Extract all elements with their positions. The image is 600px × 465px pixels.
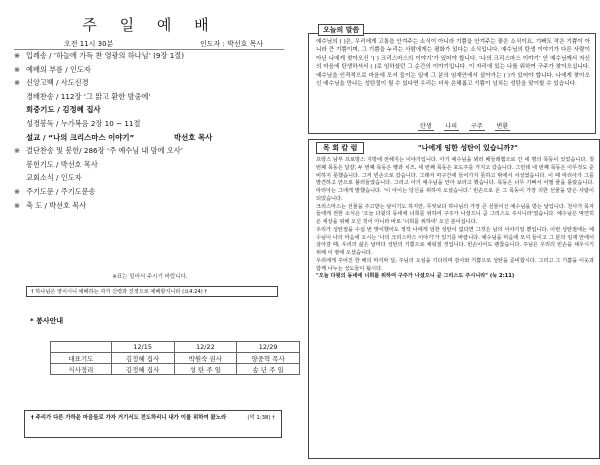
order-of-worship: [14, 51, 294, 214]
table-row: [51, 342, 300, 353]
order-item: [14, 78, 294, 92]
bottom-verse-text: † 주리가 다른 가하윤 마음들로 가자 거기서도 전도하리니 내가 이를 위하여 왔노라: [31, 415, 227, 421]
table-role-cell: 식사정리: [51, 364, 112, 375]
column-paragraph: 프랑스 남부 프로방스 지방에 전해지는 이야기입니다. 아기 예수님을 뵈러 베들레헴으로 간 네 명의 목동이 있었습니다. 첫 번째 목동은 달걀, 두 번째 목동은 빵과 치즈, 세 번째 목동은 포도주를 가지고 갔습니다. 그런데 네 번째 목동은 아무것도 준비하지 못했습니다. 그저 빈손으로 갔습니다. 그래서 마구간에 들어가지 못하고 밖에서 서성였습니다. 이 때 마리아가 그를 발견하고 안으로 불러들였습니다. 그리고 아기 예수님을 안아 보라고 했습니다. 목동은 너무 기뻐서 어쩔 줄을 몰랐습니다. 마리아는 그에게 말했습니다. '이 아이는 당신을 위하여 오셨습니다.' 빈손으로 온 그 목동이 가장 귀한 선물을 받은 사람이 되었습니다.: [316, 157, 594, 202]
order-item: [14, 160, 294, 174]
order-text: 성경봉독 / 누가복음 2장 10 ~ 11절: [26, 118, 141, 128]
bottom-verse-ref: (막 1:38) †: [247, 415, 275, 421]
quiz-answer: 변환: [496, 123, 509, 130]
service-duty-table: [50, 341, 300, 375]
quiz-label: 오늘의 말씀: [318, 24, 364, 36]
quiz-answer: 구주: [471, 123, 483, 130]
quiz-answer: 나의: [445, 123, 458, 130]
order-text: 신앙고백 / 사도신경: [26, 78, 89, 88]
order-mark: ※: [14, 78, 21, 88]
order-text: 주기도문 / 주기도문송: [26, 186, 96, 196]
order-text: 입례송 / ‘하늘에 가득 찬 영광의 하나님’ (9장 1절): [26, 51, 185, 60]
table-header-date: 12/22: [174, 342, 237, 353]
order-text: 예배의 부름 / 인도자: [26, 64, 91, 74]
order-item: [14, 173, 294, 187]
order-text: 설교 / “나의 크리스마스 이야기”: [26, 132, 135, 142]
right-column: [308, 0, 600, 465]
column-closing-verse: [316, 273, 594, 281]
order-mark: ※: [14, 64, 21, 74]
bottom-verse-box: [24, 410, 282, 438]
service-time: 오전 11시 30분: [64, 40, 114, 48]
order-mark: ※: [14, 51, 21, 60]
order-text: 축 도 / 박선호 목사: [26, 200, 87, 210]
closing-verse-text: "오늘 다윗의 동네에 너희를 위하여 구주가 나셨으니 곧 그리스도 주시니라": [316, 273, 488, 280]
table-cell: 박원숙 권사: [174, 353, 237, 364]
quiz-answers: [418, 121, 518, 131]
order-item: [14, 105, 294, 119]
order-item: [14, 51, 294, 65]
column-title: "나에게 임한 성탄이 있습니까?": [418, 144, 518, 152]
order-mark: ※: [14, 146, 21, 156]
order-item: [14, 133, 294, 147]
order-item: [14, 187, 294, 201]
order-item: [14, 65, 294, 79]
table-cell: 김정혜 집사: [111, 353, 174, 364]
order-text: 결단찬송 및 봉헌/ 286장 ‘주 예수님 내 맘에 오사’: [26, 146, 184, 156]
quiz-answer: 탄생: [420, 123, 432, 130]
column-paragraph: 크리스마스는 선물을 주고받는 날이기도 하지만, 무엇보다 하나님의 가장 큰 선물이신 예수님을 받는 날입니다. 천사가 목자들에게 전한 소식은 '오늘 다윗의 동네에 너희를 위하여 구주가 나셨으니 곧 그리스도 주시니라'였습니다. 예수님은 막연히 온 세상을 위해 오신 것이 아니라 바로 '너희를 위하여' 오신 분이십니다.: [316, 203, 594, 225]
order-leader: 박선호 목사: [174, 132, 213, 142]
table-cell: 양중혁 목사: [237, 353, 300, 364]
table-corner-cell: [51, 342, 112, 353]
table-cell: 성 탄 주 일: [174, 364, 237, 375]
page-title: 주 일 예 배: [82, 16, 218, 34]
table-role-cell: 대표기도: [51, 353, 112, 364]
order-text: 경배찬송 / 112장 ‘그 맑고 환한 밤중에’: [26, 91, 151, 101]
quiz-text: 예수님의 ( )은, 우리에게 고통을 안겨주는 소식이 아니라 기쁨을 안겨주는 좋은 소식이요, 기뻐도 작은 기쁨이 아니라 큰 기쁨이며, 그 기쁨을 누리는 사람에게는 평화가 있다는 소식입니다. 예수님의 탄생 이야기가 다른 사람이 아닌 나에게 찾아오신 ‘( ) 크리스마스의 이야기’가 있어야 합니다. ‘나의 크리스마스 이야기’ 안 예수님께서 자신의 마음에 탄생하셔서 ( )로 임하셨던 그 순간의 이야기입니다. 이 자리에 있는 나를 위하여 구주가 찾아오십니다. 예수님을 인격적으로 마음에 모셔 들이는 일에 그 분의 임재안에서 살아가는 ( )가 있어야 합니다. 나에게 찾아오신 예수님을 만나는 성탄절이 될 수 있다면 우리는 더욱 은혜롭고 기쁨이 넘치는 성탄을 맞이할 수 있습니다.: [316, 39, 590, 88]
table-row: [51, 353, 300, 364]
table-cell: 김정혜 집사: [111, 364, 174, 375]
order-mark: ※: [14, 200, 21, 210]
order-item: [14, 146, 294, 160]
standing-note: ※표는 일어서 주시기 바랍니다.: [112, 274, 188, 280]
service-leader: 인도자 : 박선호 목사: [200, 40, 264, 48]
table-header-date: 12/29: [237, 342, 300, 353]
table-row: [51, 364, 300, 375]
order-item: [14, 201, 294, 215]
column-text: [316, 157, 594, 281]
table-cell: 송 년 주 일: [237, 364, 300, 375]
closing-verse-ref: (눅 2:11): [489, 273, 515, 280]
order-mark: ※: [14, 186, 21, 196]
service-heading: * 봉사안내: [30, 317, 64, 325]
order-text: 회중기도 / 김정혜 집사: [26, 105, 101, 115]
verse-banner: † 하나님은 영이시니 예배하는 자가 신령과 진정으로 예배할지니라 (요4:24) †: [26, 286, 278, 297]
title-divider: [14, 49, 284, 50]
order-item: [14, 119, 294, 133]
column-label: 목 회 칼 럼: [316, 142, 364, 154]
order-text: 봉헌기도 / 박선호 목사: [26, 159, 98, 169]
column-paragraph: 우리가 성탄절을 수십 번 맞이했어도 정작 나에게 임한 성탄이 없다면 그것은 남의 이야기일 뿐입니다. 이번 성탄절에는 예수님이 나의 마음에 오시는 '나의 크리스마스 이야기'가 있기를 바랍니다. 예수님을 마음에 모셔 들이고 그 분의 임재 안에서 살아갈 때, 우리의 삶은 날마다 성탄의 기쁨으로 채워질 것입니다. 빈손이어도 괜찮습니다. 주님은 우리의 빈손을 채우시기 위해 이 땅에 오셨습니다.: [316, 226, 594, 256]
column-paragraph: 우리에게 주어진 한 해의 마지막 달, 주님의 오심을 기다리며 감사와 기쁨으로 성탄을 준비합시다. 그리고 그 기쁨을 이웃과 함께 나누는 성도들이 됩시다.: [316, 257, 594, 272]
order-text: 교회소식 / 인도자: [26, 173, 82, 183]
table-header-date: 12/15: [111, 342, 174, 353]
order-item: [14, 92, 294, 106]
